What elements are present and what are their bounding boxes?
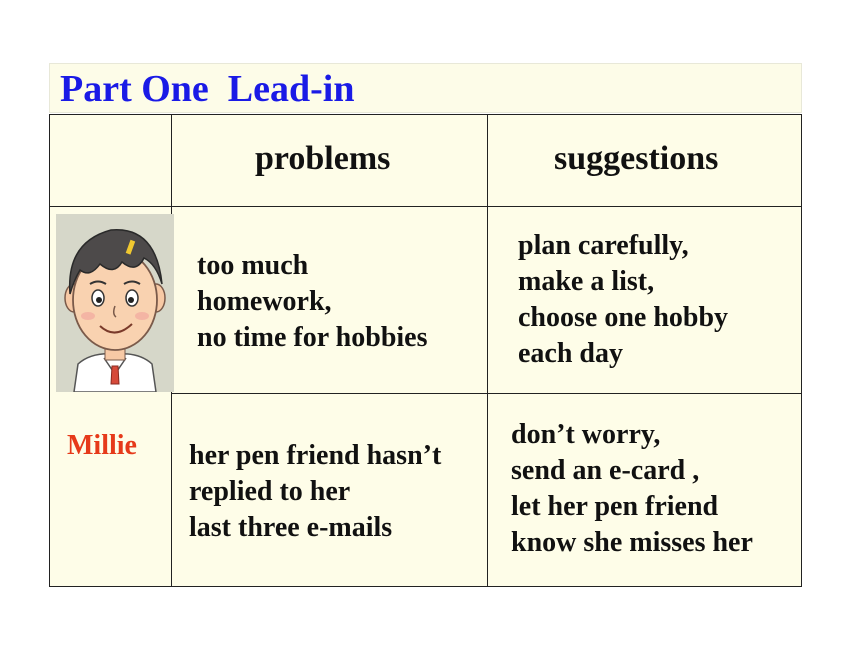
row1-suggestion-line4: each day xyxy=(518,338,623,369)
slide-title: Part One Lead-in xyxy=(60,68,355,110)
row1-suggestion-line3: choose one hobby xyxy=(518,302,729,333)
column-divider-2 xyxy=(487,114,488,587)
table-border-top xyxy=(49,114,802,115)
title-bar xyxy=(49,63,802,113)
row2-suggestion xyxy=(511,417,753,561)
row2-problem-line1: her pen friend hasn’t xyxy=(189,440,442,471)
row2-problem-line2: replied to her xyxy=(189,476,351,507)
row2-suggestion-line3: let her pen friend xyxy=(511,491,719,522)
boy-cartoon-avatar-icon xyxy=(56,214,174,392)
row1-suggestion-line2: make a list, xyxy=(518,266,655,297)
row1-suggestion-line1: plan carefully, xyxy=(518,230,689,261)
person-name: Millie xyxy=(67,430,137,461)
row1-problem xyxy=(197,248,428,356)
row2-problem-line3: last three e-mails xyxy=(189,512,393,543)
row2-suggestion-line1: don’t worry, xyxy=(511,419,661,450)
row1-suggestion xyxy=(518,228,728,372)
table-border-left xyxy=(49,114,50,587)
header-problems: problems xyxy=(255,140,391,177)
table-border-right xyxy=(801,114,802,587)
row2-suggestion-line2: send an e-card , xyxy=(511,455,700,486)
row1-problem-line2: homework, xyxy=(197,286,332,317)
header-divider xyxy=(49,206,802,207)
header-suggestions: suggestions xyxy=(554,140,719,177)
row-divider xyxy=(171,393,802,394)
row2-problem xyxy=(189,438,441,546)
row2-suggestion-line4: know she misses her xyxy=(511,527,753,558)
row1-problem-line3: no time for hobbies xyxy=(197,322,428,353)
row1-problem-line1: too much xyxy=(197,250,309,281)
table-border-bottom xyxy=(49,586,802,587)
